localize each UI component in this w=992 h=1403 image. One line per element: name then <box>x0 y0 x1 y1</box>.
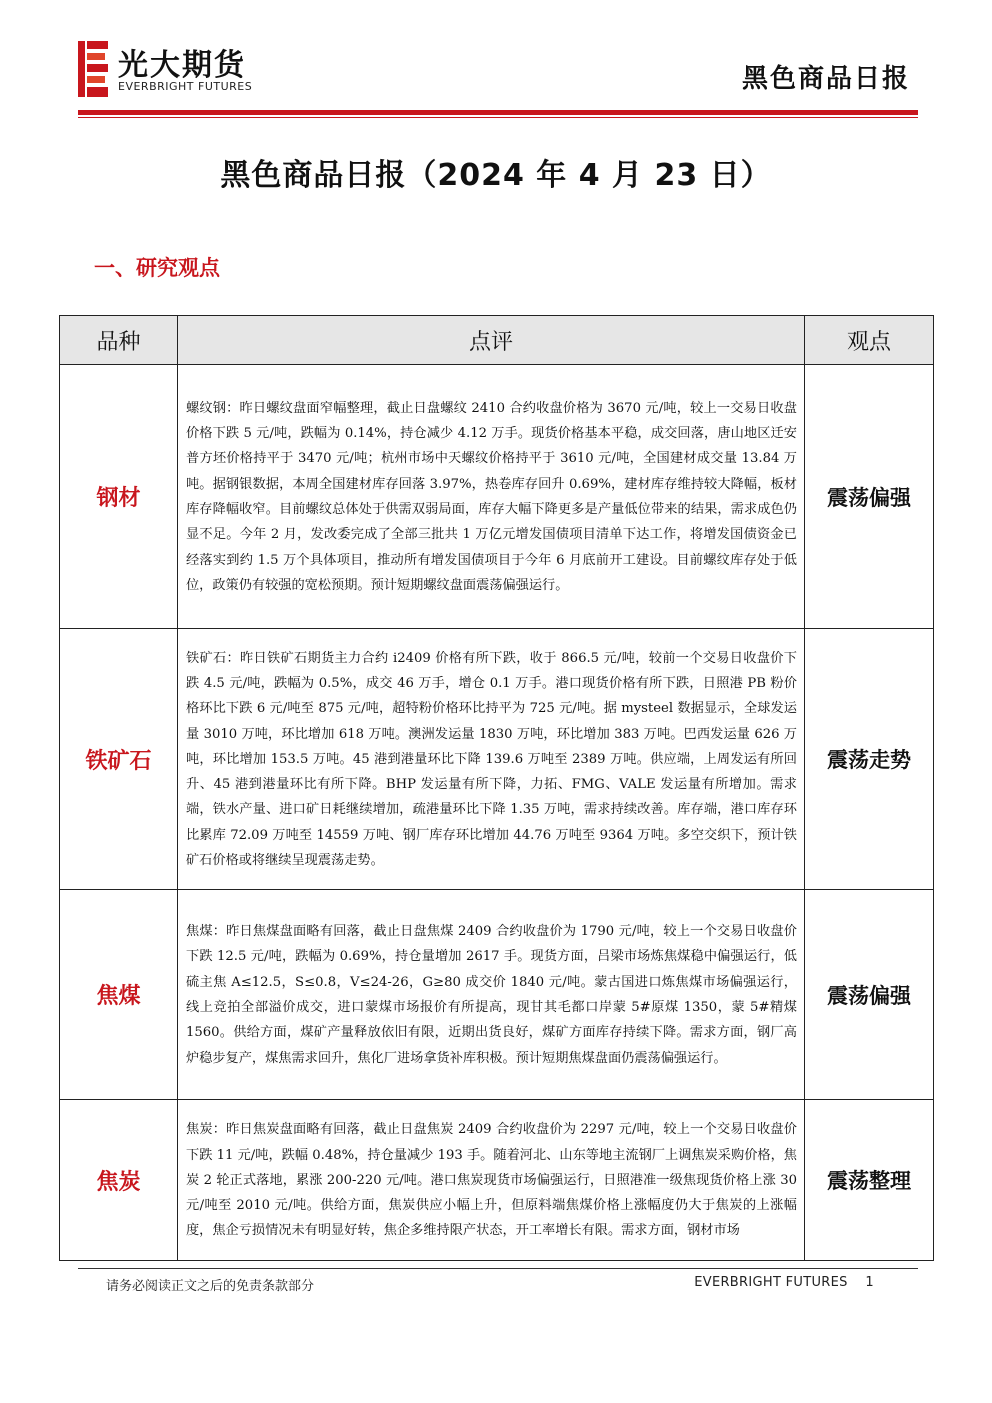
logo-name-cn: 光大期货 <box>118 48 246 83</box>
footer-divider <box>78 1268 918 1269</box>
header-divider-thin <box>78 117 918 118</box>
footer-brand-page <box>694 1275 874 1290</box>
header-comment: 点评 <box>178 316 805 365</box>
table-row-coke <box>60 1100 934 1261</box>
research-view-table <box>59 315 934 1261</box>
header-view: 观点 <box>805 316 934 365</box>
row-comment: 焦炭：昨日焦炭盘面略有回落，截止日盘焦炭 2409 合约收盘价为 2297 元/吨，较上一个交易日收盘价下跌 11 元/吨，跌幅 0.48%，持仓量减少 193 手。随着河北、山东等地主流钢厂上调焦炭采购价格，焦炭 2 轮正式落地，累涨 200-220 元/吨。港口焦炭现货市场偏强运行，日照港准一级焦现货价格上涨 30 元/吨至 2010 元/吨。供给方面，焦炭供应小幅上升，但原料端焦煤价格上涨幅度仍大于焦炭的上涨幅度，焦企亏损情况未有明显好转，焦企多维持限产状态，开工率增长有限。需求方面，钢材市场 <box>178 1100 805 1261</box>
row-variety: 焦煤 <box>60 890 178 1100</box>
row-view: 震荡整理 <box>805 1100 934 1261</box>
row-view: 震荡偏强 <box>805 890 934 1100</box>
header-divider <box>78 110 918 115</box>
row-variety: 钢材 <box>60 365 178 629</box>
page-header <box>0 0 992 125</box>
table-row-iron-ore <box>60 629 934 890</box>
everbright-logo-icon <box>78 41 108 97</box>
header-title: 黑色商品日报 <box>741 64 910 94</box>
page-number: 1 <box>865 1275 874 1290</box>
footer-brand: EVERBRIGHT FUTURES <box>694 1275 848 1290</box>
header-variety: 品种 <box>60 316 178 365</box>
table-row-steel <box>60 365 934 629</box>
row-variety: 铁矿石 <box>60 629 178 890</box>
row-comment: 螺纹钢：昨日螺纹盘面窄幅整理，截止日盘螺纹 2410 合约收盘价格为 3670 元/吨，较上一交易日收盘价格下跌 5 元/吨，跌幅为 0.14%，持仓减少 4.12 万手。现货价格基本平稳，成交回落，唐山地区迁安普方坯价格持平于 3470 元/吨；杭州市场中天螺纹价格持平于 3610 元/吨，全国建材成交量 13.84 万吨。据钢银数据，本周全国建材库存回落 3.97%，热卷库存回升 0.69%，建材库存维持较大降幅，板材库存降幅收窄。目前螺纹总体处于供需双弱局面，库存大幅下降更多是产量低位带来的结果，需求成色仍显不足。今年 2 月，发改委完成了全部三批共 1 万亿元增发国债项目清单下达工作，将增发国债资金已经落实到约 1.5 万个具体项目，推动所有增发国债项目于今年 6 月底前开工建设。目前螺纹库存处于低位，政策仍有较强的宽松预期。预计短期螺纹盘面震荡偏强运行。 <box>178 365 805 629</box>
document-title: 黑色商品日报（2024 年 4 月 23 日） <box>220 158 772 193</box>
section-heading: 一、研究观点 <box>94 256 220 280</box>
footer-disclaimer: 请务必阅读正文之后的免责条款部分 <box>106 1279 315 1294</box>
row-comment: 焦煤：昨日焦煤盘面略有回落，截止日盘焦煤 2409 合约收盘价为 1790 元/吨，较上一个交易日收盘价下跌 12.5 元/吨，跌幅为 0.69%，持仓量增加 2617 手。现货方面，吕梁市场炼焦煤稳中偏强运行，低硫主焦 A≤12.5，S≤0.8，V≤24-26，G≥80 成交价 1840 元/吨。蒙古国进口炼焦煤市场偏强运行，线上竞拍全部溢价成交，进口蒙煤市场报价有所提高，现甘其毛都口岸蒙 5#原煤 1350，蒙 5#精煤 1560。供给方面，煤矿产量释放依旧有限，近期出货良好，煤矿方面库存持续下降。需求方面，钢厂高炉稳步复产，煤焦需求回升，焦化厂进场拿货补库积极。预计短期焦煤盘面仍震荡偏强运行。 <box>178 890 805 1100</box>
table-row-coking-coal <box>60 890 934 1100</box>
logo-name-en: EVERBRIGHT FUTURES <box>118 80 253 93</box>
row-variety: 焦炭 <box>60 1100 178 1261</box>
row-view: 震荡偏强 <box>805 365 934 629</box>
table-header-row <box>60 316 934 365</box>
row-comment: 铁矿石：昨日铁矿石期货主力合约 i2409 价格有所下跌，收于 866.5 元/吨，较前一个交易日收盘价下跌 4.5 元/吨，跌幅为 0.5%，成交 46 万手，增仓 0.1 万手。港口现货价格有所下跌，日照港 PB 粉价格环比下跌 6 元/吨至 875 元/吨，超特粉价格环比持平为 725 元/吨。据 mysteel 数据显示，全球发运量 3010 万吨，环比增加 618 万吨。澳洲发运量 1830 万吨，环比增加 383 万吨。巴西发运量 626 万吨，环比增加 153.5 万吨。45 港到港量环比下降 139.6 万吨至 2389 万吨。供应端，上周发运有所回升、45 港到港量环比有所下降。BHP 发运量有所下降，力拓、FMG、VALE 发运量有所增加。需求端，铁水产量、进口矿日耗继续增加，疏港量环比下降 1.35 万吨，需求持续改善。库存端，港口库存环比累库 72.09 万吨至 14559 万吨、钢厂库存环比增加 44.76 万吨至 9364 万吨。多空交织下，预计铁矿石价格或将继续呈现震荡走势。 <box>178 629 805 890</box>
row-view: 震荡走势 <box>805 629 934 890</box>
